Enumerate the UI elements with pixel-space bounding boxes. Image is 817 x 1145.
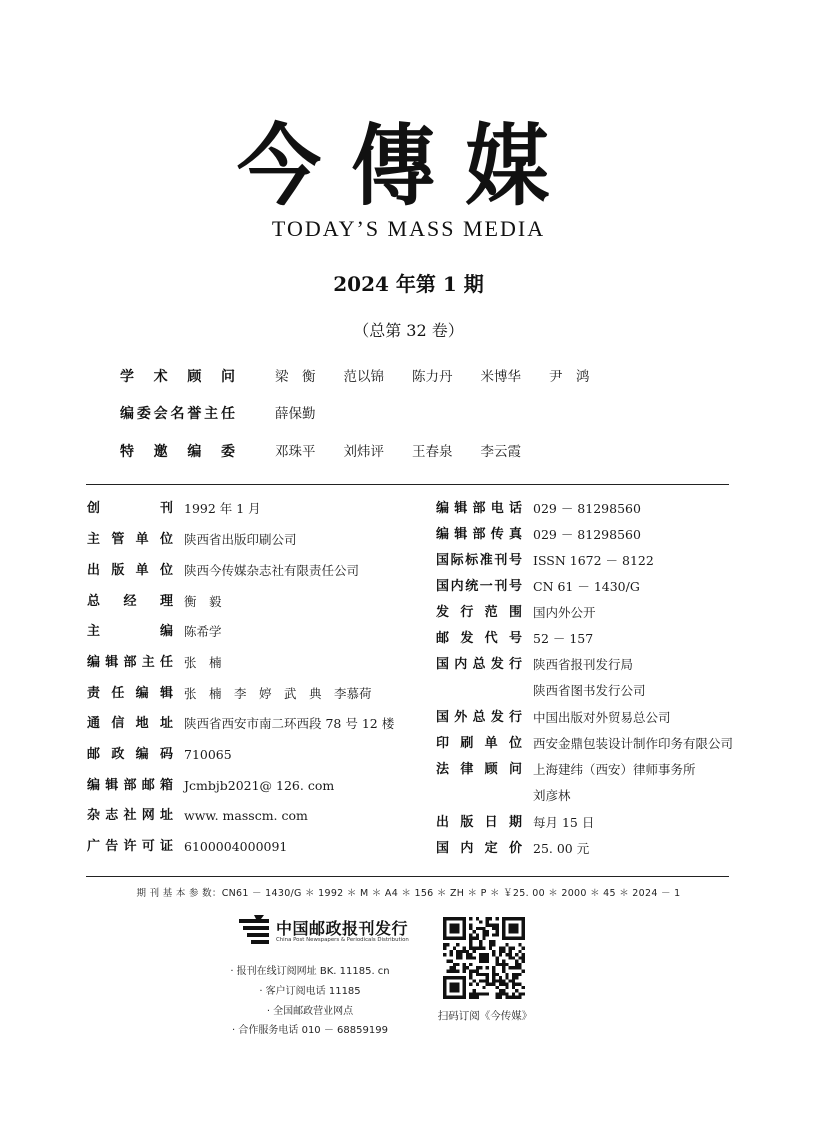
info-label: 杂志社网址 [87,808,173,823]
journal-parameters: 期 刊 基 本 参 数：CN61 － 1430/G ＊ 1992 ＊ M ＊ A4 ＊ 156 ＊ ZH ＊ P ＊ ￥25. 00 ＊ 2000 ＊ 45 ＊ 2024 － 1 [136,888,681,899]
info-label: 编辑部电话 [436,501,522,516]
info-label: 国际标准刊号 [436,553,522,568]
info-value: 衡 毅 [184,594,222,609]
info-value: 陕西省出版印刷公司 [184,532,297,547]
info-value: 上海建纬（西安）律师事务所 [533,762,696,777]
info-label: 印刷单位 [436,736,522,751]
masthead-logo [222,113,594,218]
post-info-line: · 合作服务电话 010 － 68859199 [232,1025,388,1036]
info-label: 编辑部主任 [87,655,173,670]
info-label: 广告许可证 [87,839,173,854]
china-post-logo [238,913,409,949]
editorial-name: 刘炜评 [343,444,384,460]
post-info-line: · 全国邮政营业网点 [266,1006,354,1017]
info-label: 出版单位 [87,563,173,578]
volume-number: （总第 32 卷） [353,321,464,340]
editorial-label: 学术顾问 [120,369,235,385]
editorial-names [275,401,344,427]
info-value: CN 61 － 1430/G [533,579,640,594]
editorial-name: 米博华 [480,369,521,385]
post-info-line: · 报刊在线订阅网址 BK. 11185. cn [230,966,390,977]
info-value: 张 楠 李 婷 武 典 李慕荷 [184,686,372,701]
info-value: 710065 [184,747,232,762]
editorial-label: 特邀编委 [120,444,235,460]
info-value: www. masscm. com [184,808,308,823]
divider-top [86,484,729,485]
info-value: 陕西省报刊发行局 [533,657,634,672]
info-label: 发行范围 [436,605,522,620]
info-value: 刘彦林 [533,788,571,803]
issue-number: 2024 年第 1 期 [333,272,484,296]
info-label: 总经理 [87,594,173,609]
info-label: 国内总发行 [436,657,522,672]
china-post-emblem-icon [238,913,272,947]
info-label: 出版日期 [436,815,522,830]
editorial-name: 梁 衡 [275,369,316,385]
info-value: 52 － 157 [533,631,594,646]
china-post-name: 中国邮政报刊发行 [276,919,409,938]
info-label: 编辑部邮箱 [87,778,173,793]
info-value: 陈希学 [184,624,222,639]
info-value: Jcmbjb2021@ 126. com [184,778,335,793]
info-label: 主管单位 [87,532,173,547]
editorial-names [275,364,618,390]
info-label: 主编 [87,624,173,639]
editorial-name: 范以锦 [343,369,384,385]
info-label: 国内定价 [436,841,522,856]
info-value: 25. 00 元 [533,841,590,856]
post-info-line: · 客户订阅电话 11185 [259,986,361,997]
info-label: 国外总发行 [436,710,522,725]
editorial-name: 邓珠平 [275,444,316,460]
info-label: 邮政编码 [87,747,173,762]
info-label: 编辑部传真 [436,527,522,542]
editorial-name: 尹 鸿 [549,369,590,385]
info-value: 1992 年 1 月 [184,501,261,516]
info-value: 陕西今传媒杂志社有限责任公司 [184,563,360,578]
info-value: 西安金鼎包装设计制作印务有限公司 [533,736,734,751]
masthead-title: 今傳媒 [236,113,579,218]
china-post-name-en: China Post Newspapers & Periodicals Distribution [276,937,409,943]
info-value: 029 － 81298560 [533,501,641,516]
divider-bottom [86,876,729,877]
info-label: 国内统一刊号 [436,579,522,594]
editorial-name: 王春泉 [412,444,453,460]
info-label: 通信地址 [87,716,173,731]
qr-code-icon[interactable] [443,917,525,999]
editorial-names [275,439,549,465]
editorial-name: 薛保勤 [275,406,316,422]
editorial-name: 李云霞 [480,444,521,460]
info-value: 中国出版对外贸易总公司 [533,710,671,725]
info-label: 法律顾问 [436,762,522,777]
info-label: 邮发代号 [436,631,522,646]
info-value: ISSN 1672 － 8122 [533,553,654,568]
editorial-label: 编委会名誉主任 [120,406,235,422]
info-label: 责任编辑 [87,686,173,701]
info-value: 张 楠 [184,655,222,670]
qr-caption: 扫码订阅《今传媒》 [437,1010,533,1022]
masthead-english-title: TODAY’S MASS MEDIA [271,216,546,241]
info-value: 陕西省图书发行公司 [533,683,646,698]
info-value: 陕西省西安市南二环西段 78 号 12 楼 [184,716,395,731]
info-value: 每月 15 日 [533,815,595,830]
info-value: 6100004000091 [184,839,288,854]
info-label: 创刊 [87,501,173,516]
info-value: 029 － 81298560 [533,527,641,542]
editorial-name: 陈力丹 [412,369,453,385]
info-value: 国内外公开 [533,605,596,620]
